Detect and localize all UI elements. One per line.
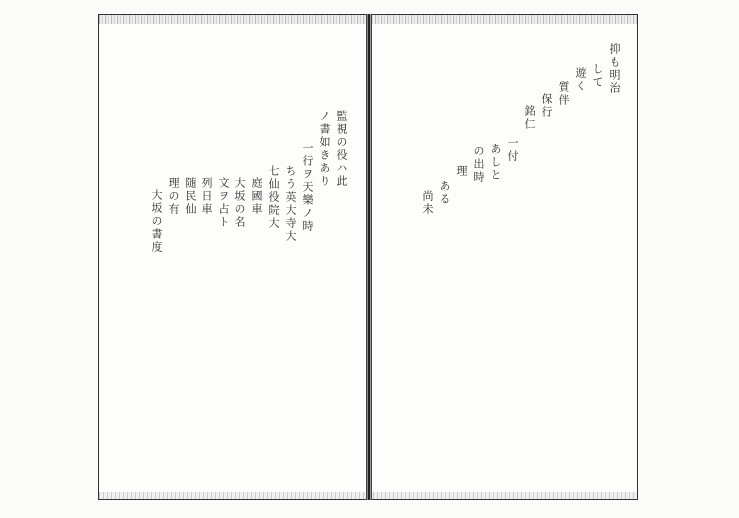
manuscript-column: 抑も明治 xyxy=(608,43,621,95)
manuscript-column: あしと xyxy=(489,143,502,182)
manuscript-column: 一行ヲ天樂ノ時 xyxy=(301,142,314,233)
page-top-edge xyxy=(369,15,637,24)
manuscript-column: 随民仙 xyxy=(184,177,197,216)
manuscript-column: ある xyxy=(438,180,451,206)
manuscript-column: 理の有 xyxy=(167,177,180,216)
manuscript-column: 尚未 xyxy=(421,190,434,216)
manuscript-column: 理 xyxy=(455,165,468,178)
manuscript-column: 一付 xyxy=(506,137,519,163)
manuscript-column: 質伴 xyxy=(557,81,570,107)
page-bottom-edge xyxy=(369,492,637,499)
page-bottom-edge xyxy=(99,492,369,499)
manuscript-column: 七仙役院大 xyxy=(267,165,280,230)
book-spread xyxy=(98,14,638,500)
left-page xyxy=(98,14,369,500)
manuscript-column: 列日車 xyxy=(200,177,213,216)
manuscript-column: の出時 xyxy=(472,145,485,184)
manuscript-column: 遊く xyxy=(574,67,587,93)
manuscript-column: 文ヲ占ト xyxy=(217,177,230,229)
page-top-edge xyxy=(99,15,369,24)
manuscript-column: して xyxy=(591,63,604,89)
manuscript-column: 大坂の書度 xyxy=(150,189,163,254)
manuscript-column: 監視の役ハ此 xyxy=(335,110,348,188)
manuscript-column: ノ書如きあり xyxy=(318,110,331,188)
book-spine xyxy=(366,14,372,500)
manuscript-column: 保行 xyxy=(540,93,553,119)
manuscript-column: 庭國車 xyxy=(250,177,263,216)
right-page xyxy=(369,14,638,500)
manuscript-column: 銘仁 xyxy=(523,105,536,131)
manuscript-column: 大坂の名 xyxy=(233,177,246,229)
manuscript-column: ちう英大寺大 xyxy=(284,165,297,243)
